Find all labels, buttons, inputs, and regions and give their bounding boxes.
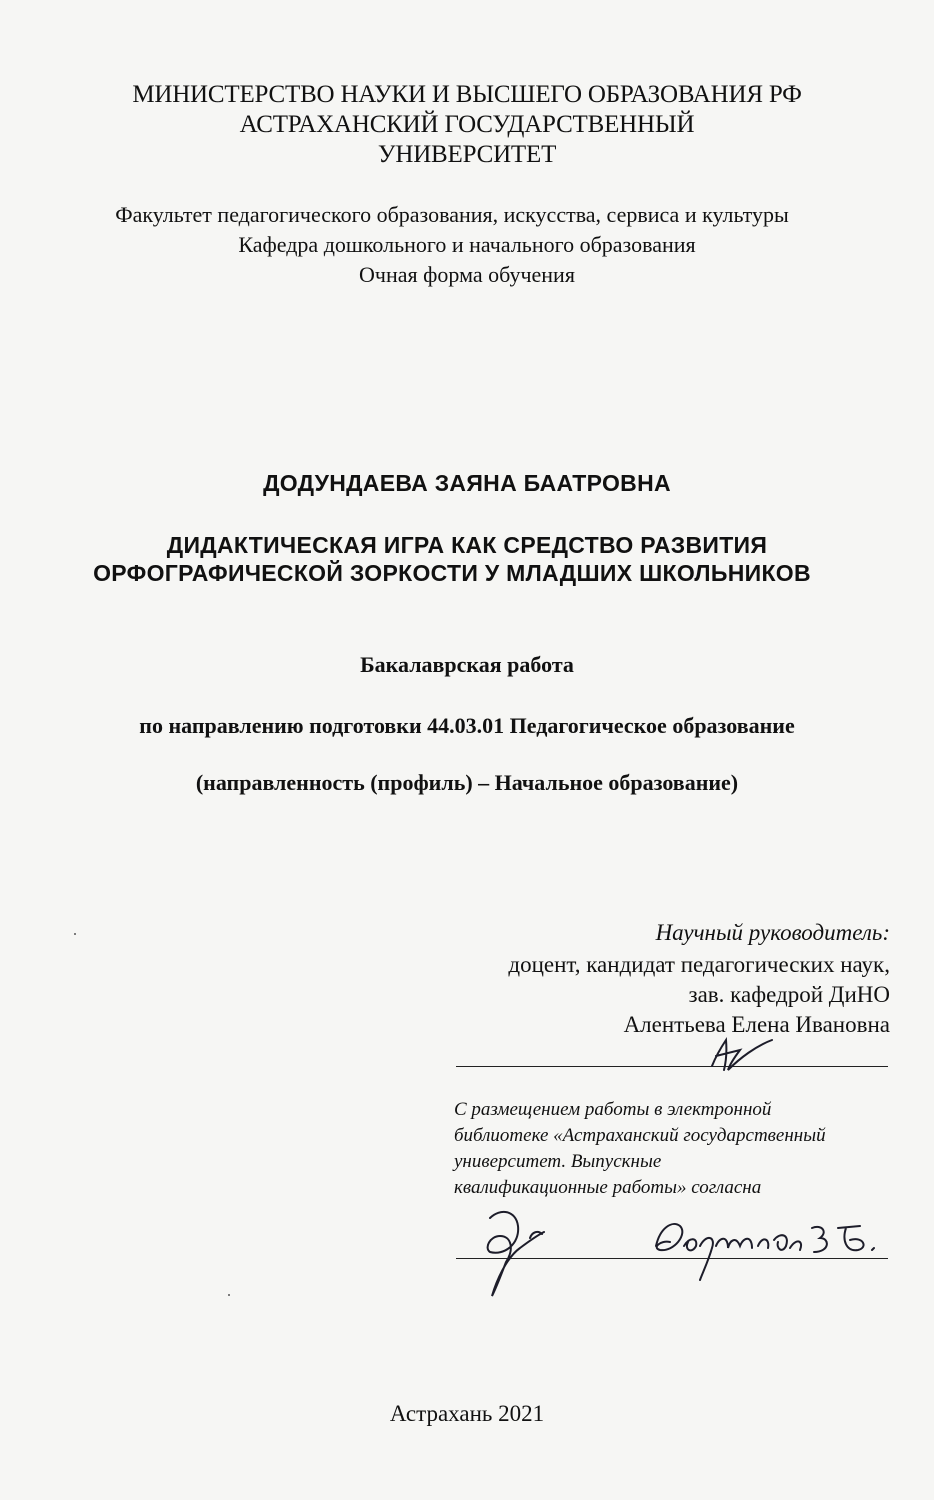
supervisor-name: Алентьева Елена Ивановна — [623, 1012, 890, 1037]
supervisor-position: доцент, кандидат педагогических наук, — [508, 952, 890, 977]
work-type: Бакалаврская работа — [360, 652, 574, 677]
consent-line-3: университет. Выпускные — [454, 1151, 662, 1172]
faculty-name: Факультет педагогического образования, искусства, сервиса и культуры — [115, 202, 789, 227]
department-name: Кафедра дошкольного и начального образования — [238, 232, 696, 257]
study-form: Очная форма обучения — [359, 262, 575, 287]
ministry-line-1: МИНИСТЕРСТВО НАУКИ И ВЫСШЕГО ОБРАЗОВАНИЯ РФ — [132, 81, 802, 108]
thesis-title-line-1: ДИДАКТИЧЕСКАЯ ИГРА КАК СРЕДСТВО РАЗВИТИЯ — [166, 532, 768, 558]
scan-speck — [228, 1294, 230, 1296]
study-profile: (направленность (профиль) – Начальное образование) — [195, 770, 739, 795]
study-direction: по направлению подготовки 44.03.01 Педагогическое образование — [139, 713, 795, 738]
consent-line-2: библиотеке «Астраханский государственный — [454, 1125, 826, 1146]
supervisor-label: Научный руководитель: — [655, 920, 890, 945]
consent-line-1: С размещением работы в электронной — [454, 1099, 772, 1120]
consent-line-4: квалификационные работы» согласна — [454, 1177, 762, 1198]
ministry-line-2: АСТРАХАНСКИЙ ГОСУДАРСТВЕННЫЙ — [239, 111, 695, 138]
ministry-line-3: УНИВЕРСИТЕТ — [377, 141, 557, 168]
thesis-title-line-2: ОРФОГРАФИЧЕСКОЙ ЗОРКОСТИ У МЛАДШИХ ШКОЛЬНИКОВ — [93, 560, 811, 586]
author-name: ДОДУНДАЕВА ЗАЯНА БААТРОВНА — [263, 470, 671, 496]
city-year: Астрахань 2021 — [389, 1401, 545, 1426]
supervisor-role: зав. кафедрой ДиНО — [688, 982, 890, 1007]
